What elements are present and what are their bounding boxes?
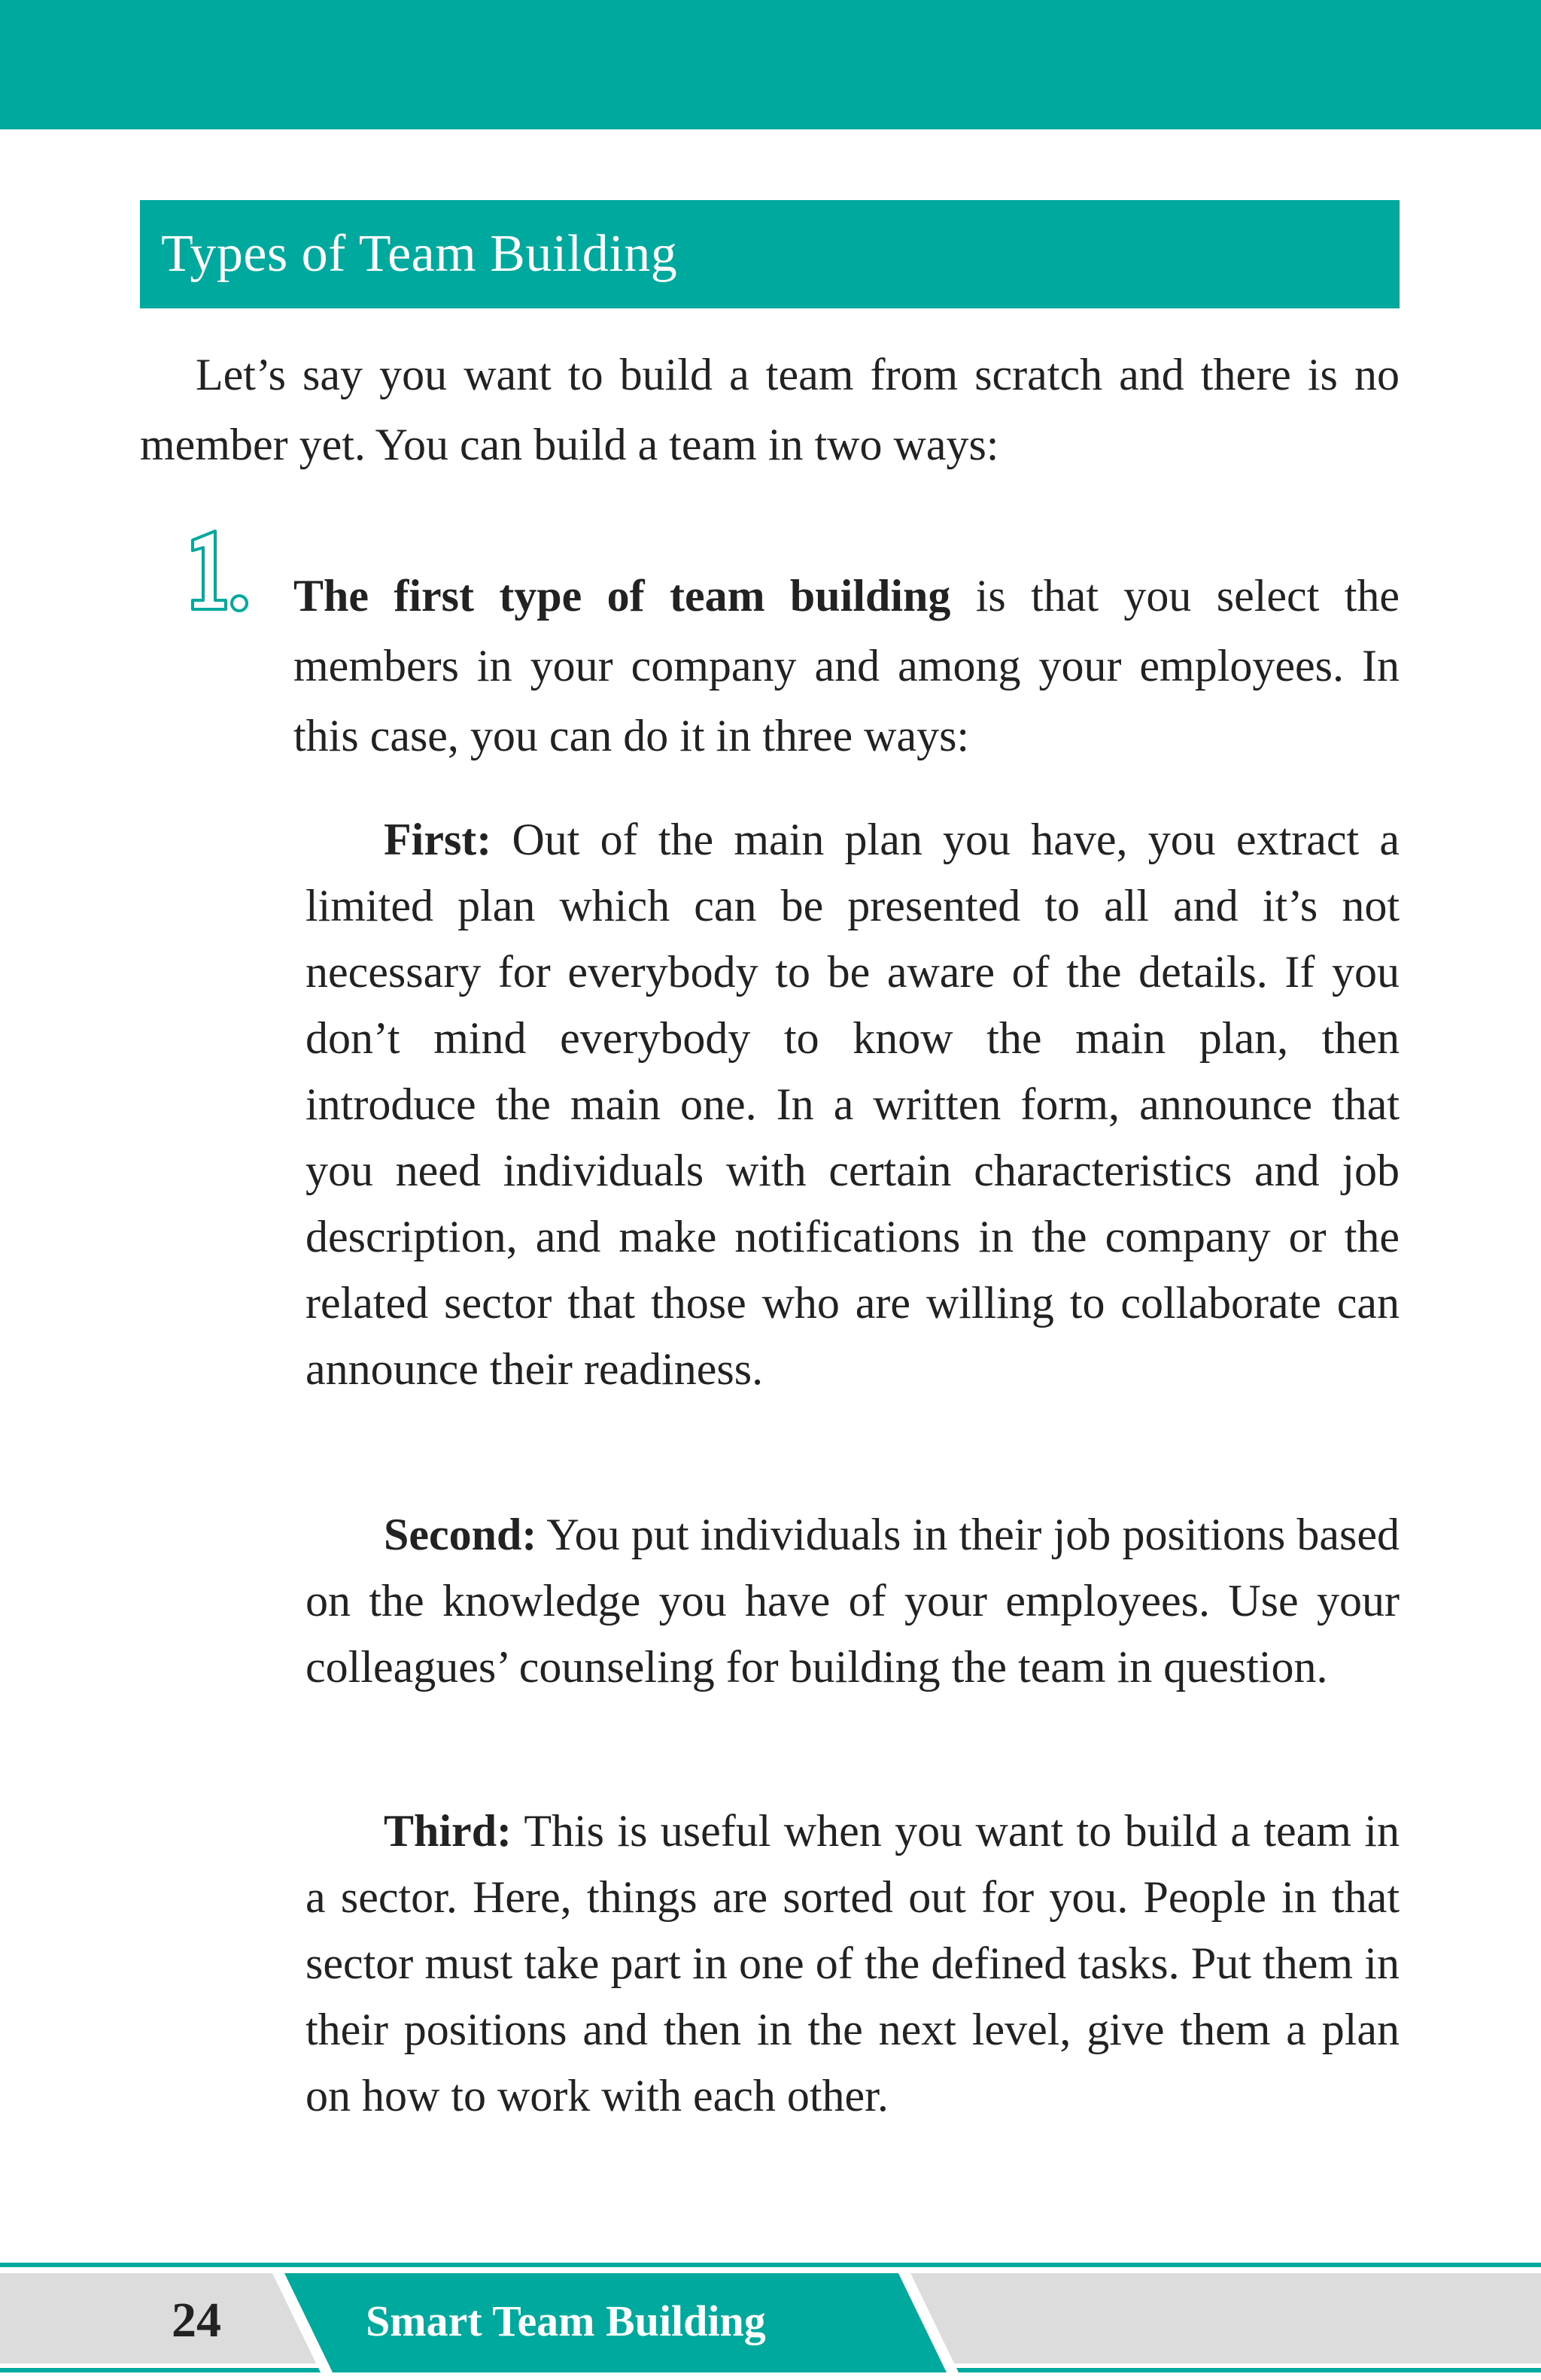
footer-title-tab	[0, 2267, 1541, 2380]
book-title: Smart Team Building	[366, 2296, 766, 2345]
item-1-lead: The first type of team building	[293, 571, 951, 621]
subitem-second	[305, 1501, 1400, 1700]
subitem-third-text: This is useful when you want to build a team in a sector. Here, things are sorted out for you. People in that sector must take part in one of the defined tasks. Put them in their positions and then in the next level, give them a plan on how to work with each other.	[305, 1806, 1400, 2120]
subitem-first-label: First:	[384, 815, 492, 864]
section-title: Types of Team Building	[161, 225, 678, 283]
section-header	[140, 200, 1400, 308]
numeral-one-outline	[193, 531, 226, 609]
numeral-dot	[232, 596, 247, 611]
subitem-third-label: Third:	[384, 1806, 512, 1856]
subitem-second-text: You put individuals in their job positions based on the knowledge you have of your employees. Use your colleagues’ counseling for building the team in question.	[305, 1510, 1400, 1692]
number-one-badge-icon	[176, 525, 259, 623]
subitem-first-text: Out of the main plan you have, you extract a limited plan which can be presented to all and it’s not necessary for everybody to be aware of the details. If you don’t mind everybody to know the main plan, then introduce the main one. In a written form, announce that you need individuals with certain characteristics and job description, and make notifications in the company or the related sector that those who are willing to collaborate can announce their readiness.	[305, 815, 1400, 1394]
subitem-third	[305, 1798, 1400, 2129]
item-1-paragraph	[293, 561, 1400, 771]
subitem-second-label: Second:	[384, 1510, 537, 1559]
subitem-first	[305, 806, 1400, 1402]
item-1-text: is that you select the members in your company and among your employees. In this case, you can do it in three ways:	[293, 571, 1400, 760]
intro-paragraph: Let’s say you want to build a team from scratch and there is no member yet. You can build a team in two ways:	[140, 350, 1400, 469]
page-number: 24	[172, 2293, 221, 2348]
top-color-band	[0, 0, 1541, 129]
